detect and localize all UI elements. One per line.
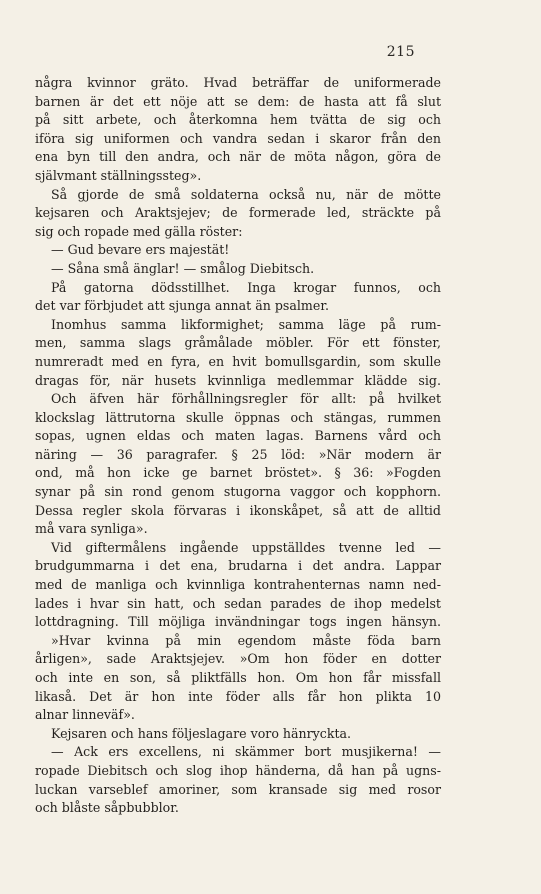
text-line: kejsaren och Araktsjejev; de formerade led, sträckte på [35,205,441,221]
text-line: På gatorna dödsstillhet. Inga krogar funnos, och [51,279,441,295]
text-line: det var förbjudet att sjunga annat än psalmer. [35,298,329,314]
text-line: klockslag lättrutorna skulle öppnas och stängas, rummen [35,409,441,425]
text-line: synar på sin rond genom stugorna vaggor och kopphorn. [35,484,441,500]
text-line: på sitt arbete, och återkomna hem tvätta de sig och [35,112,441,128]
text-line: likaså. Det är hon inte föder alls får hon plikta 10 [35,688,441,704]
text-line: och blåste såpbubblor. [35,800,179,816]
text-line: iföra sig uniformen och vandra sedan i skaror från den [35,130,441,146]
text-line: »Hvar kvinna på min egendom måste föda barn [51,632,441,648]
text-line: numreradt med en fyra, en hvit bomullsgardin, som skulle [35,353,441,369]
text-line: med de manliga och kvinnliga kontrahenternas namn ned- [35,577,441,593]
text-line: — Ack ers excellens, ni skämmer bort musjikerna! — [51,744,441,760]
text-line: Så gjorde de små soldaterna också nu, när de mötte [51,186,441,202]
text-line: brudgummarna i det ena, brudarna i det andra. Lappar [35,558,441,574]
text-line: — Gud bevare ers majestät! [51,242,230,258]
text-line: alnar linneväf». [35,707,135,723]
text-line: lades i hvar sin hatt, och sedan parades de ihop medelst [35,595,441,611]
text-line: och inte en son, så pliktfälls hon. Om hon får missfall [35,670,441,685]
text-line: Inomhus samma likformighet; samma läge på rum- [51,316,441,332]
text-line: Vid giftermålens ingående uppställdes tvenne led — [51,539,441,555]
text-line: Dessa regler skola förvaras i ikonskåpet, så att de alltid [35,502,441,518]
text-line: årligen», sade Araktsjejev. »Om hon föder en dotter [35,651,441,667]
text-line: Kejsaren och hans följeslagare voro hänryckta. [51,725,352,741]
text-line: dragas för, när husets kvinnliga medlemmar klädde sig. [35,372,441,388]
text-line: må vara synliga». [35,521,148,537]
text-line: ena byn till den andra, och när de möta någon, göra de [35,149,441,165]
text-line: några kvinnor gräto. Hvad beträffar de uniformerade [35,75,441,90]
text-line: näring — 36 paragrafer. § 25 löd: »När modern är [35,446,441,462]
text-line: ropade Diebitsch och slog ihop händerna, då han på ugns- [35,762,441,778]
text-line: — Såna små änglar! — smålog Diebitsch. [51,260,315,276]
text-line: luckan varseblef amoriner, som kransade sig med rosor [35,781,441,797]
text-line: Och äfven här förhållningsregler för allt: på hvilket [51,391,441,407]
text-line: men, samma slags gråmålade möbler. För ett fönster, [35,335,441,351]
body-text [35,74,441,818]
text-line: sig och ropade med gälla röster: [35,223,243,239]
text-line: lottdragning. Till möjliga invändningar togs ingen hänsyn. [35,614,441,630]
text-line: ond, må hon icke ge barnet bröstet». § 36: »Fogden [35,465,441,481]
text-line: sopas, ugnen eldas och maten lagas. Barnens vård och [35,428,441,444]
page-number: 215 [386,44,415,60]
text-line: barnen är det ett nöje att se dem: de hasta att få slut [35,93,441,109]
text-line: självmant ställningssteg». [35,167,202,183]
